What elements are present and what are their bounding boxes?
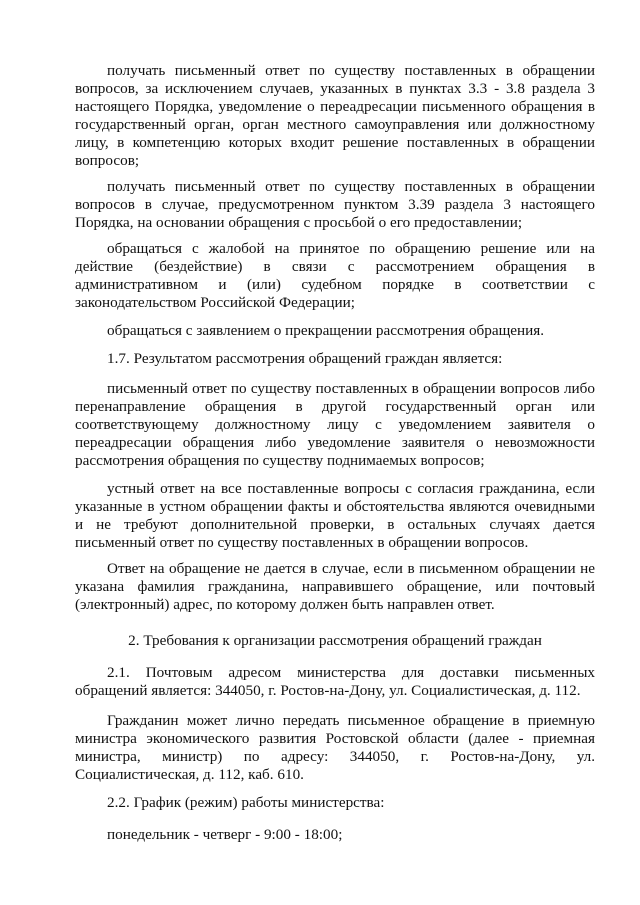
paragraph-1-7-heading: 1.7. Результатом рассмотрения обращений граждан является: — [107, 350, 503, 367]
paragraph-2-1-postal-address: 2.1. Почтовым адресом министерства для доставки письменных обращений является: 344050, г. Ростов-на-Дону, ул. Социалистическая, д. 112. — [75, 664, 595, 699]
paragraph-personal-delivery: Гражданин может лично передать письменное обращение в приемную министра экономического развития Ростовской области (далее - приемная министра, министр) по адресу: 344050, г. Ростов-на-Дону, ул. Социалистическая, д. 112, каб. 610. — [75, 712, 595, 783]
paragraph-right-written-answer: получать письменный ответ по существу поставленных в обращении вопросов, за исключением случаев, указанных в пунктах 3.3 - 3.8 раздела 3 настоящего Порядка, уведомление о переадресации письменного обращения в государственный орган, орган местного самоуправления или должностному лицу, в компетенцию которых входит решение поставленных в обращении вопросов; — [75, 62, 595, 169]
paragraph-right-withdraw: обращаться с заявлением о прекращении рассмотрения обращения. — [107, 322, 545, 339]
paragraph-right-answer-on-request: получать письменный ответ по существу поставленных в обращении вопросов в случае, предусмотренном пунктом 3.39 раздела 3 настоящего Порядка, на основании обращения с просьбой о его предоставлении; — [75, 178, 595, 231]
paragraph-schedule-mon-thu: понедельник - четверг - 9:00 - 18:00; — [107, 826, 343, 843]
section-2-heading: 2. Требования к организации рассмотрения обращений граждан — [128, 632, 542, 649]
paragraph-2-2-schedule-heading: 2.2. График (режим) работы министерства: — [107, 794, 385, 811]
paragraph-no-answer: Ответ на обращение не дается в случае, если в письменном обращении не указана фамилия гражданина, направившего обращение, или почтовый (электронный) адрес, по которому должен быть направлен ответ. — [75, 560, 595, 613]
paragraph-result-oral: устный ответ на все поставленные вопросы с согласия гражданина, если указанные в устном обращении факты и обстоятельства являются очевидными и не требуют дополнительной проверки, в остальных случаях дается письменный ответ по существу поставленных в обращении вопросов. — [75, 480, 595, 551]
paragraph-result-written: письменный ответ по существу поставленных в обращении вопросов либо перенаправление обращения в другой государственный орган или соответствующему должностному лицу с уведомлением заявителя о переадресации обращения либо уведомление заявителя о невозможности рассмотрения обращения по существу поднимаемых вопросов; — [75, 380, 595, 469]
paragraph-right-complaint: обращаться с жалобой на принятое по обращению решение или на действие (бездействие) в связи с рассмотрением обращения в административном и (или) судебном порядке в соответствии с законодательством Российской Федерации; — [75, 240, 595, 311]
